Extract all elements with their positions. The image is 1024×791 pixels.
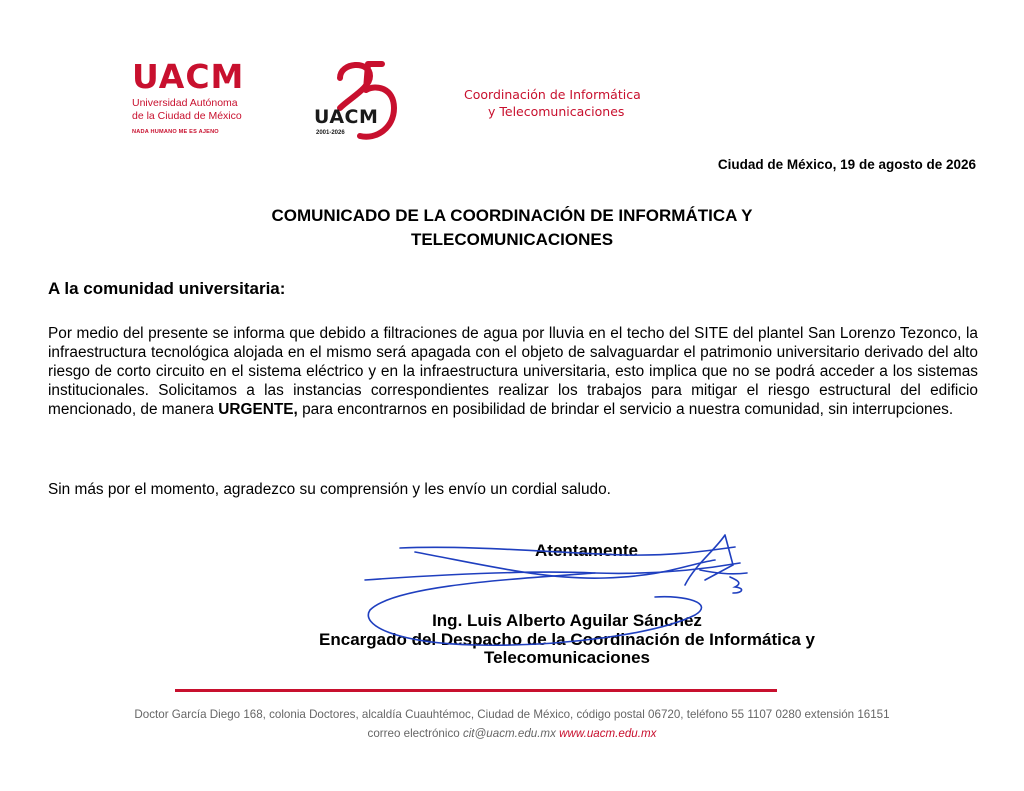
document-date: Ciudad de México, 19 de agosto de 2026	[717, 157, 976, 172]
salutation: A la comunidad universitaria:	[48, 279, 286, 298]
body-text-part1: Por medio del presente se informa que debido a filtraciones de agua por lluvia en el techo del SITE del plantel San Lorenzo Tezonco, la infraestructura tecnológica alojada en el mismo será apagada con el objeto de salvaguardar el patrimonio universitario derivado del alto riesgo de corto circuito en el sistema eléctrico y en la infraestructura universitaria, esto implica que no se podrá acceder a los sistemas institucionales. Solicitamos a las instancias correspondientes realizar los trabajos para mitigar el riesgo estructural del edificio mencionado, de manera	[48, 325, 978, 418]
coordination-title	[464, 86, 641, 120]
anniversary-logo	[310, 58, 402, 144]
sign-off: Atentamente	[535, 541, 638, 560]
coordination-title-line1: Coordinación de Informática	[464, 87, 641, 102]
uacm-logo-subtitle-1: Universidad Autónoma	[132, 97, 238, 109]
uacm-logo-wordmark: UACM	[132, 57, 245, 96]
body-text-part2: para encontrarnos en posibilidad de brindar el servicio a nuestra comunidad, sin interrupciones.	[297, 401, 954, 418]
coordination-title-line2: y Telecomunicaciones	[488, 104, 625, 119]
uacm-logo-subtitle-2: de la Ciudad de México	[132, 110, 242, 122]
signer-role-line2: Telecomunicaciones	[484, 648, 650, 667]
closing-paragraph: Sin más por el momento, agradezco su comprensión y les envío un cordial saludo.	[48, 481, 611, 498]
anniversary-logo-years: 2001-2026	[316, 130, 345, 136]
handwritten-signature	[355, 525, 755, 655]
body-paragraph	[48, 324, 978, 419]
footer-contact	[0, 727, 1024, 740]
document-title	[0, 204, 1024, 252]
footer-divider	[175, 689, 777, 692]
footer-email-label: correo electrónico	[367, 727, 460, 740]
anniversary-logo-name: UACM	[314, 106, 379, 128]
signer-name: Ing. Luis Alberto Aguilar Sánchez	[432, 611, 702, 630]
body-text-emphasis: URGENTE,	[218, 401, 298, 418]
uacm-logo-motto: NADA HUMANO ME ES AJENO	[132, 129, 219, 135]
footer-email-link[interactable]: cit@uacm.edu.mx	[462, 727, 556, 740]
footer-address: Doctor García Diego 168, colonia Doctores, alcaldía Cuauhtémoc, Ciudad de México, código postal 06720, teléfono 55 1107 0280 extensión 16151	[134, 708, 890, 721]
document-title-line1: COMUNICADO DE LA COORDINACIÓN DE INFORMÁTICA Y	[271, 206, 753, 225]
footer-website-link[interactable]: www.uacm.edu.mx	[559, 727, 657, 740]
signer-role-line1: Encargado del Despacho de la Coordinación de Informática y	[319, 630, 815, 649]
uacm-logo	[132, 57, 262, 135]
document-title-line2: TELECOMUNICACIONES	[410, 230, 614, 249]
